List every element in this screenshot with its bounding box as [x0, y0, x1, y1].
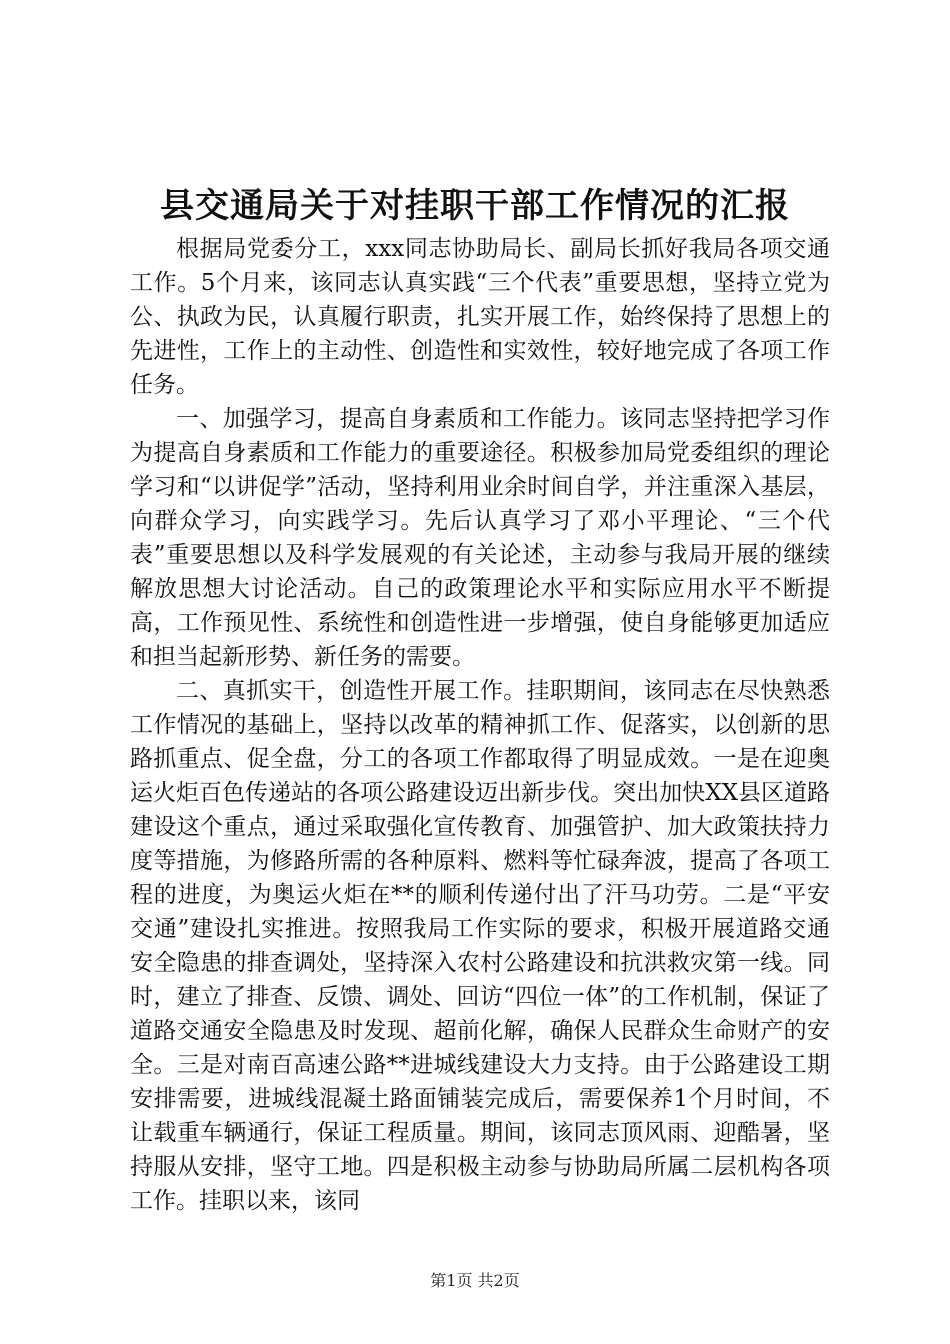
document-title: 县交通局关于对挂职干部工作情况的汇报 — [160, 186, 790, 226]
paragraph-intro: 根据局党委分工，xxx同志协助局长、副局长抓好我局各项交通工作。5个月来，该同志认真实践“三个代表”重要思想，坚持立党为公、执政为民，认真履行职责，扎实开展工作，始终保持了思想上的先进性，工作上的主动性、创造性和实效性，较好地完成了各项工作任务。 — [130, 236, 830, 398]
paragraph-section-two: 二、真抓实干，创造性开展工作。挂职期间，该同志在尽快熟悉工作情况的基础上，坚持以改革的精神抓工作、促落实，以创新的思路抓重点、促全盘，分工的各项工作都取得了明显成效。一是在迎奥运火炬百色传递站的各项公路建设迈出新步伐。突出加快XX县区道路建设这个重点，通过采取强化宣传教育、加强管护、加大政策扶持力度等措施，为修路所需的各种原料、燃料等忙碌奔波，提高了各项工程的进度，为奥运火炬在**的顺利传递付出了汗马功劳。二是“平安交通”建设扎实推进。按照我局工作实际的要求，积极开展道路交通安全隐患的排查调处，坚持深入农村公路建设和抗洪救灾第一线。同时，建立了排查、反馈、调处、回访“四位一体”的工作机制，保证了道路交通安全隐患及时发现、超前化解，确保人民群众生命财产的安全。三是对南百高速公路**进城线建设大力支持。由于公路建设工期安排需要，进城线混凝土路面铺装完成后，需要保养1个月时间，不让载重车辆通行，保证工程质量。期间，该同志顶风雨、迎酷暑，坚持服从安排，坚守工地。四是积极主动参与协助局所属二层机构各项工作。挂职以来，该同 — [130, 678, 830, 1214]
document-body — [130, 232, 830, 1218]
paragraph-section-one: 一、加强学习，提高自身素质和工作能力。该同志坚持把学习作为提高自身素质和工作能力的重要途径。积极参加局党委组织的理论学习和“以讲促学”活动，坚持利用业余时间自学，并注重深入基层，向群众学习，向实践学习。先后认真学习了邓小平理论、“三个代表”重要思想以及科学发展观的有关论述，主动参与我局开展的继续解放思想大讨论活动。自己的政策理论水平和实际应用水平不断提高，工作预见性、系统性和创造性进一步增强，使自身能够更加适应和担当起新形势、新任务的需要。 — [130, 406, 830, 670]
page-number-footer: 第1页 共2页 — [430, 1271, 520, 1290]
